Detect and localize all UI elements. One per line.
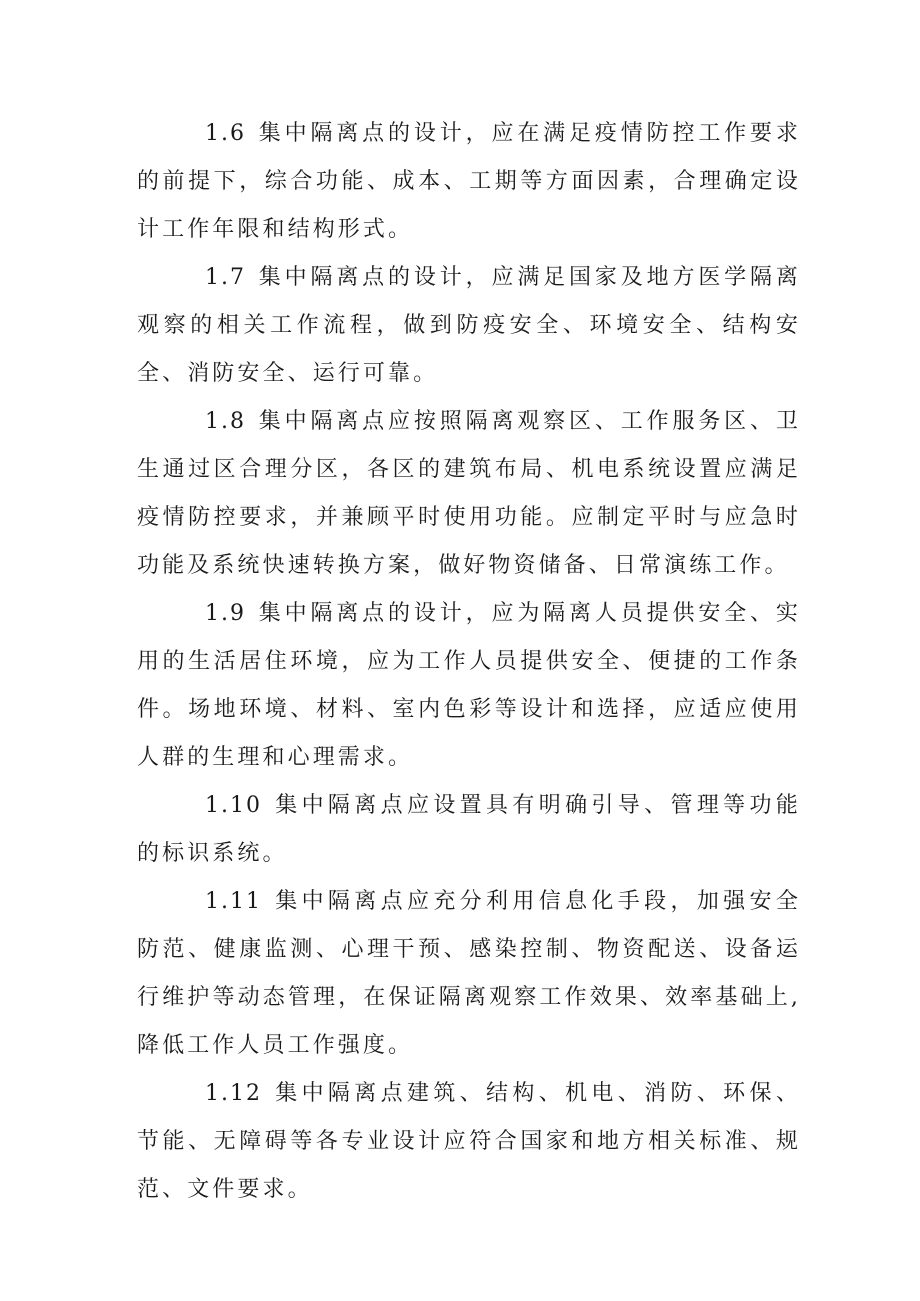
clause-number: 1.11 — [205, 889, 262, 914]
document-body — [137, 110, 801, 1214]
clause-number: 1.9 — [205, 601, 246, 626]
clause-text: 集中隔离点的设计，应在满足疫情防控工作要求的前提下，综合功能、成本、工期等方面因素，合理确定设计工作年限和结构形式。 — [137, 121, 801, 242]
clause-1-6 — [137, 110, 801, 254]
clause-text: 集中隔离点建筑、结构、机电、消防、环保、节能、无障碍等各专业设计应符合国家和地方相关标准、规范、文件要求。 — [137, 1081, 801, 1202]
clause-number: 1.6 — [205, 121, 246, 146]
clause-text: 集中隔离点的设计，应满足国家及地方医学隔离观察的相关工作流程，做到防疫安全、环境安全、结构安全、消防安全、运行可靠。 — [137, 265, 801, 386]
clause-number: 1.7 — [205, 265, 246, 290]
clause-1-9 — [137, 590, 801, 782]
clause-number: 1.8 — [205, 409, 246, 434]
clause-1-12 — [137, 1070, 801, 1214]
clause-text: 集中隔离点应充分利用信息化手段，加强安全防范、健康监测、心理干预、感染控制、物资配送、设备运行维护等动态管理，在保证隔离观察工作效果、效率基础上,降低工作人员工作强度。 — [137, 889, 801, 1058]
clause-number: 1.10 — [205, 793, 262, 818]
clause-1-7 — [137, 254, 801, 398]
clause-text: 集中隔离点的设计，应为隔离人员提供安全、实用的生活居住环境，应为工作人员提供安全、便捷的工作条件。场地环境、材料、室内色彩等设计和选择，应适应使用人群的生理和心理需求。 — [137, 601, 801, 770]
clause-1-8 — [137, 398, 801, 590]
clause-1-10 — [137, 782, 801, 878]
clause-text: 集中隔离点应设置具有明确引导、管理等功能的标识系统。 — [137, 793, 801, 866]
clause-number: 1.12 — [205, 1081, 262, 1106]
clause-1-11 — [137, 878, 801, 1070]
clause-text: 集中隔离点应按照隔离观察区、工作服务区、卫生通过区合理分区，各区的建筑布局、机电系统设置应满足疫情防控要求，并兼顾平时使用功能。应制定平时与应急时功能及系统快速转换方案，做好物资储备、日常演练工作。 — [137, 409, 801, 578]
